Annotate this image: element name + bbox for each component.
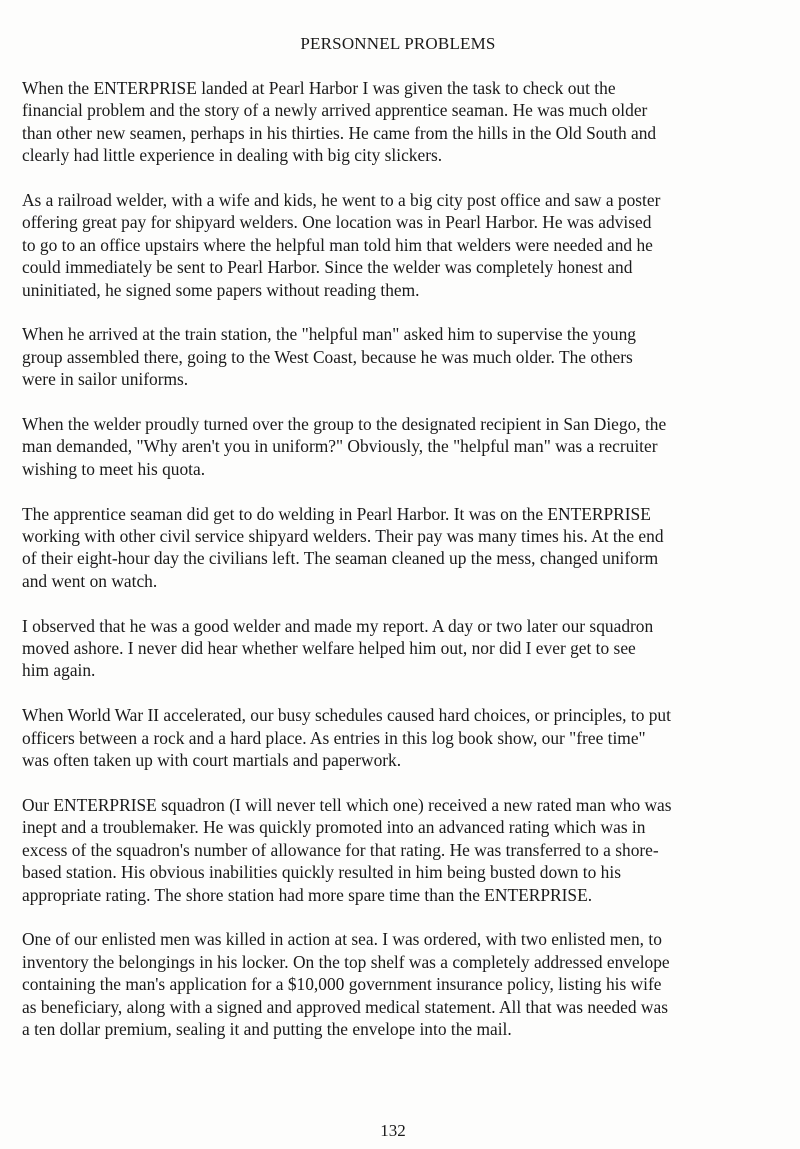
paragraph (22, 503, 782, 593)
paragraph (22, 928, 782, 1040)
text-line: When the welder proudly turned over the group to the designated recipient in San Diego, the (22, 414, 667, 435)
page-title: PERSONNEL PROBLEMS (300, 34, 496, 53)
text-line: offering great pay for shipyard welders. One location was in Pearl Harbor. He was advised (22, 212, 652, 233)
text-line: I observed that he was a good welder and made my report. A day or two later our squadron (22, 615, 654, 636)
text-line: and went on watch. (22, 570, 158, 591)
text-line: were in sailor uniforms. (22, 369, 189, 390)
paragraph (22, 189, 782, 301)
text-line: than other new seamen, perhaps in his thirties. He came from the hills in the Old South and (22, 122, 657, 143)
text-line: to go to an office upstairs where the helpful man told him that welders were needed and he (22, 234, 653, 255)
text-line: officers between a rock and a hard place. As entries in this log book show, our "free time" (22, 727, 646, 748)
text-line: a ten dollar premium, sealing it and putting the envelope into the mail. (22, 1018, 512, 1039)
text-line: him again. (22, 660, 96, 681)
text-line: could immediately be sent to Pearl Harbor. Since the welder was completely honest and (22, 257, 633, 278)
text-line: As a railroad welder, with a wife and kids, he went to a big city post office and saw a poster (22, 190, 661, 211)
paragraph (22, 794, 782, 906)
text-line: containing the man's application for a $10,000 government insurance policy, listing his wife (22, 974, 662, 995)
text-line: based station. His obvious inabilities quickly resulted in him being busted down to his (22, 862, 621, 883)
text-line: was often taken up with court martials and paperwork. (22, 750, 402, 771)
text-line: group assembled there, going to the West Coast, because he was much older. The others (22, 346, 633, 367)
text-line: uninitiated, he signed some papers without reading them. (22, 279, 420, 300)
text-line: inept and a troublemaker. He was quickly promoted into an advanced rating which was in (22, 817, 646, 838)
text-line: of their eight-hour day the civilians left. The seaman cleaned up the mess, changed uniform (22, 548, 659, 569)
text-line: financial problem and the story of a newly arrived apprentice seaman. He was much older (22, 100, 648, 121)
text-line: When he arrived at the train station, the "helpful man" asked him to supervise the young (22, 324, 637, 345)
page-number: 132 (380, 1121, 406, 1140)
paragraph (22, 323, 782, 390)
paragraph (22, 615, 782, 682)
text-line: working with other civil service shipyard welders. Their pay was many times his. At the end (22, 526, 664, 547)
text-line: Our ENTERPRISE squadron (I will never tell which one) received a new rated man who was (22, 794, 672, 815)
text-line: appropriate rating. The shore station had more spare time than the ENTERPRISE. (22, 884, 593, 905)
text-line: man demanded, "Why aren't you in uniform?" Obviously, the "helpful man" was a recruiter (22, 436, 658, 457)
text-line: wishing to meet his quota. (22, 458, 206, 479)
paragraph (22, 413, 782, 480)
body-text (22, 77, 782, 1063)
text-line: When World War II accelerated, our busy schedules caused hard choices, or principles, to put (22, 705, 671, 726)
text-line: When the ENTERPRISE landed at Pearl Harbor I was given the task to check out the (22, 78, 616, 98)
text-line: moved ashore. I never did hear whether welfare helped him out, nor did I ever get to see (22, 638, 636, 659)
text-line: as beneficiary, along with a signed and approved medical statement. All that was needed was (22, 996, 668, 1017)
paragraph (22, 704, 782, 771)
text-line: inventory the belongings in his locker. On the top shelf was a completely addressed envelope (22, 951, 670, 972)
paragraph (22, 77, 782, 167)
text-line: clearly had little experience in dealing with big city slickers. (22, 145, 443, 166)
text-line: excess of the squadron's number of allowance for that rating. He was transferred to a shore- (22, 839, 659, 860)
text-line: The apprentice seaman did get to do welding in Pearl Harbor. It was on the ENTERPRISE (22, 503, 651, 524)
text-line: One of our enlisted men was killed in action at sea. I was ordered, with two enlisted men, to (22, 929, 662, 950)
